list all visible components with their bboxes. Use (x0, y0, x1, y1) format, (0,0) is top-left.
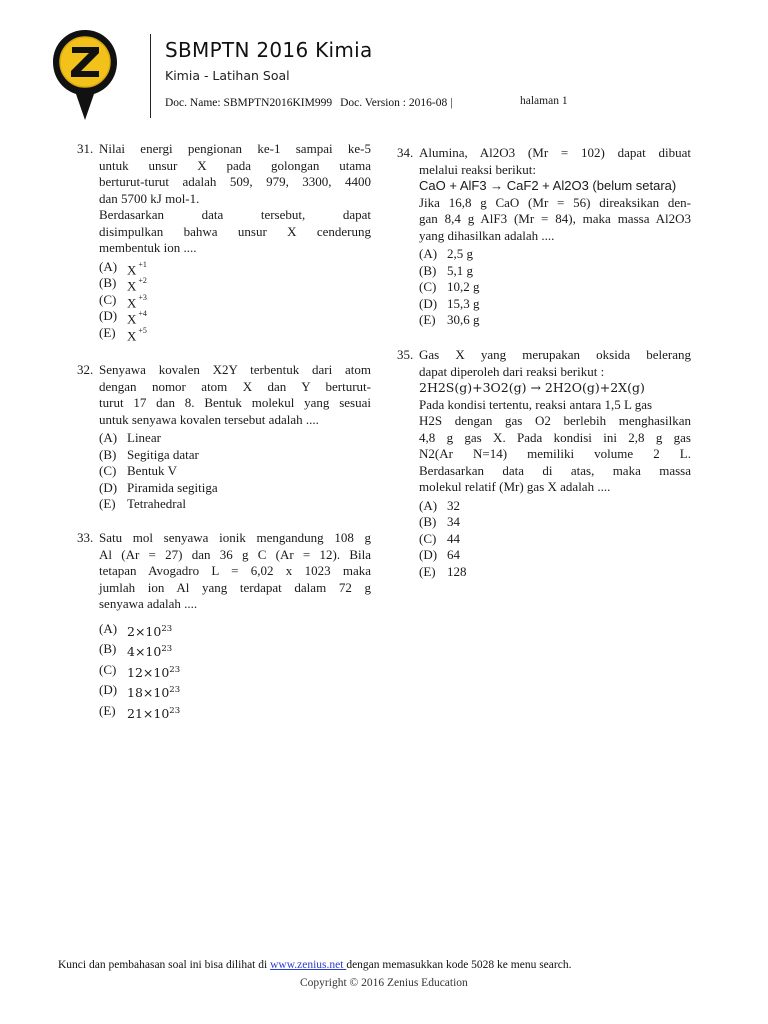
option-text: 30,6 g (447, 312, 480, 327)
question-line: gan 8,4 g AlF3 (Mr = 84), maka massa Al2O3 (419, 211, 691, 226)
option-c[interactable]: (C) $12\times 10^{23}$ (99, 661, 181, 680)
option-d[interactable]: (D) $18\times 10^{23}$ (99, 682, 181, 701)
copyright: Copyright © 2016 Zenius Education (300, 977, 468, 989)
question-line: H2S dengan gas O2 berlebih menghasilkan (419, 413, 691, 428)
question-line: Berdasarkan data tersebut, dapat (99, 207, 371, 222)
option-list (99, 621, 371, 724)
page-header (0, 0, 768, 130)
doc-meta (165, 97, 452, 109)
option-label: (E) (419, 563, 436, 579)
option-text: Bentuk V (127, 463, 177, 478)
question-line: molekul relatif (Mr) gas X adalah .... (419, 479, 611, 494)
ion-charge: +1 (138, 259, 147, 269)
page-number: halaman 1 (520, 95, 568, 107)
option-text: Segitiga datar (127, 446, 199, 462)
option-coefficient: 2 (127, 623, 135, 639)
option-coefficient: 18 (127, 685, 143, 701)
option-label: (D) (419, 547, 438, 562)
option-e[interactable] (419, 312, 691, 329)
zenius-link[interactable]: www.zenius.net (270, 959, 347, 971)
question-line: Gas X yang merupakan oksida belerang (419, 347, 691, 362)
question-number: 31. (77, 141, 94, 156)
option-d[interactable] (99, 308, 371, 325)
option-text: Piramida segitiga (127, 479, 218, 495)
question-line: Pada kondisi tertentu, reaksi antara 1,5 L gas (419, 396, 653, 412)
option-b[interactable]: (B) $4\times 10^{23}$ (99, 641, 173, 660)
option-list (99, 430, 371, 513)
ion-charge: +4 (138, 309, 147, 318)
option-label: (E) (99, 496, 116, 511)
option-text: X (127, 311, 137, 327)
option-label: (A) (419, 497, 438, 513)
footer-text: dengan memasukkan kode 5028 ke menu search. (346, 959, 572, 971)
option-exponent: 23 (169, 664, 181, 675)
option-label: (C) (419, 530, 437, 546)
option-exponent: 23 (169, 705, 181, 716)
option-a[interactable] (99, 259, 371, 276)
option-label: (A) (99, 258, 118, 274)
option-text: 34 (447, 514, 460, 529)
question-line: yang dihasilkan adalah .... (419, 227, 555, 243)
option-label: (B) (419, 514, 437, 529)
option-coefficient: 4 (127, 644, 135, 660)
question-line: melalui reaksi berikut: (419, 161, 536, 177)
option-a[interactable] (419, 498, 691, 515)
question-line: Satu mol senyawa ionik mengandung 108 g (99, 530, 371, 545)
option-text: Tetrahedral (127, 496, 186, 511)
ion-charge: +3 (138, 292, 147, 302)
option-text: 64 (447, 547, 460, 562)
option-text: 32 (447, 497, 460, 513)
question-line: untuk senyawa kovalen tersebut adalah .... (99, 411, 319, 427)
question-line: berturut-turut adalah 509, 979, 3300, 4400 (99, 174, 371, 189)
option-label: (D) (419, 295, 438, 311)
option-c[interactable] (419, 531, 691, 548)
option-a[interactable]: (A) $2\times 10^{23}$ (99, 620, 173, 639)
option-d[interactable] (99, 480, 371, 497)
question-line: membentuk ion .... (99, 240, 197, 255)
question-line: N2(Ar N=14) memiliki volume 2 L. (419, 446, 691, 461)
option-text: 10,2 g (447, 279, 480, 294)
option-a[interactable] (99, 430, 371, 447)
reaction-equation: CaO + AlF3 → CaF2 + Al2O3 (belum setara) (419, 178, 677, 193)
option-e[interactable] (99, 496, 371, 513)
option-text: X (127, 294, 137, 310)
option-label: (A) (99, 430, 118, 445)
option-label: (B) (99, 641, 117, 656)
question-line: disimpulkan bahwa unsur X cenderung (99, 223, 371, 239)
question-line: tetapan Avogadro L = 6,02 x 1023 maka (99, 563, 371, 578)
question-number: 33. (77, 530, 94, 545)
option-label: (C) (99, 463, 117, 478)
question-line: Alumina, Al2O3 (Mr = 102) dapat dibuat (419, 145, 691, 160)
doc-subtitle: Kimia - Latihan Soal (165, 68, 290, 83)
option-e[interactable] (99, 325, 371, 342)
question-line: jumlah ion Al yang terdapat dalam 72 g (99, 579, 371, 595)
option-text: Linear (127, 430, 161, 445)
option-text: X (127, 327, 137, 343)
option-b[interactable] (99, 275, 371, 292)
option-c[interactable] (419, 279, 691, 296)
doc-version: Doc. Version : 2016-08 | (340, 97, 453, 109)
question-line: Al (Ar = 27) dan 36 g C (Ar = 12). Bila (99, 546, 371, 562)
question-line: dan 5700 kJ mol-1. (99, 190, 200, 206)
option-label: (E) (419, 312, 436, 327)
option-c[interactable] (99, 463, 371, 480)
option-text: 5,1 g (447, 262, 473, 278)
option-c[interactable] (99, 292, 371, 309)
reaction-equation: 2H2S(g)+3O2(g) → 2H2O(g)+2X(g) (419, 380, 645, 395)
option-text: X (127, 278, 137, 294)
option-label: (D) (99, 682, 118, 697)
doc-title: SBMPTN 2016 Kimia (165, 38, 373, 62)
option-d[interactable] (419, 547, 691, 564)
option-b[interactable] (99, 447, 371, 464)
question-number: 32. (77, 362, 94, 377)
option-label: (C) (419, 279, 437, 294)
option-label: (A) (99, 620, 118, 636)
footer-note (58, 959, 571, 971)
option-label: (C) (99, 291, 117, 307)
option-label: (C) (99, 661, 117, 677)
question-number: 35. (397, 347, 414, 362)
option-text: 15,3 g (447, 295, 480, 311)
zenius-logo-icon (50, 28, 120, 123)
question-line: 4,8 g gas X. Pada kondisi ini 2,8 g gas (419, 429, 691, 445)
option-label: (E) (99, 702, 116, 718)
option-e[interactable]: (E) $21\times 10^{23}$ (99, 702, 181, 721)
option-e[interactable] (419, 564, 691, 581)
option-exponent: 23 (161, 644, 173, 654)
ion-charge: +5 (138, 325, 147, 335)
option-coefficient: 21 (127, 705, 143, 721)
option-d[interactable] (419, 296, 691, 313)
ion-charge: +2 (138, 276, 147, 285)
option-b[interactable] (419, 514, 691, 531)
option-text: 2,5 g (447, 246, 473, 261)
option-exponent: 23 (161, 623, 173, 634)
question-number: 34. (397, 145, 414, 160)
question-line: dapat diperoleh dari reaksi berikut : (419, 363, 605, 379)
question-line: Senyawa kovalen X2Y terbentuk dari atom (99, 362, 371, 377)
footer-text: Kunci dan pembahasan soal ini bisa dilihat di (58, 959, 271, 971)
question-line: turut 17 dan 8. Bentuk molekul yang sesuai (99, 395, 371, 410)
header-divider (150, 34, 151, 118)
option-text: X (127, 261, 137, 277)
option-label: (B) (99, 275, 117, 290)
option-list (419, 246, 691, 329)
question-line: Jika 16,8 g CaO (Mr = 56) direaksikan den- (419, 194, 691, 210)
option-text: 44 (447, 530, 460, 546)
option-label: (D) (99, 479, 118, 495)
option-coefficient: 12 (127, 664, 143, 680)
question-line: Berdasarkan data di atas, maka massa (419, 462, 691, 478)
option-exponent: 23 (169, 685, 181, 695)
option-label: (B) (99, 446, 117, 462)
doc-name: Doc. Name: SBMPTN2016KIM999 (165, 97, 333, 109)
option-b[interactable] (419, 263, 691, 280)
option-label: (B) (419, 262, 437, 278)
option-list (419, 498, 691, 581)
option-label: (A) (419, 246, 438, 261)
option-text: 128 (447, 563, 467, 579)
question-line: untuk unsur X pada golongan utama (99, 157, 371, 173)
option-list (99, 259, 371, 342)
option-a[interactable] (419, 246, 691, 263)
option-label: (D) (99, 308, 118, 323)
question-line: Nilai energi pengionan ke-1 sampai ke-5 (99, 141, 371, 156)
question-line: dengan nomor atom X dan Y berturut- (99, 378, 371, 394)
question-line: senyawa adalah .... (99, 596, 198, 611)
option-label: (E) (99, 324, 116, 340)
